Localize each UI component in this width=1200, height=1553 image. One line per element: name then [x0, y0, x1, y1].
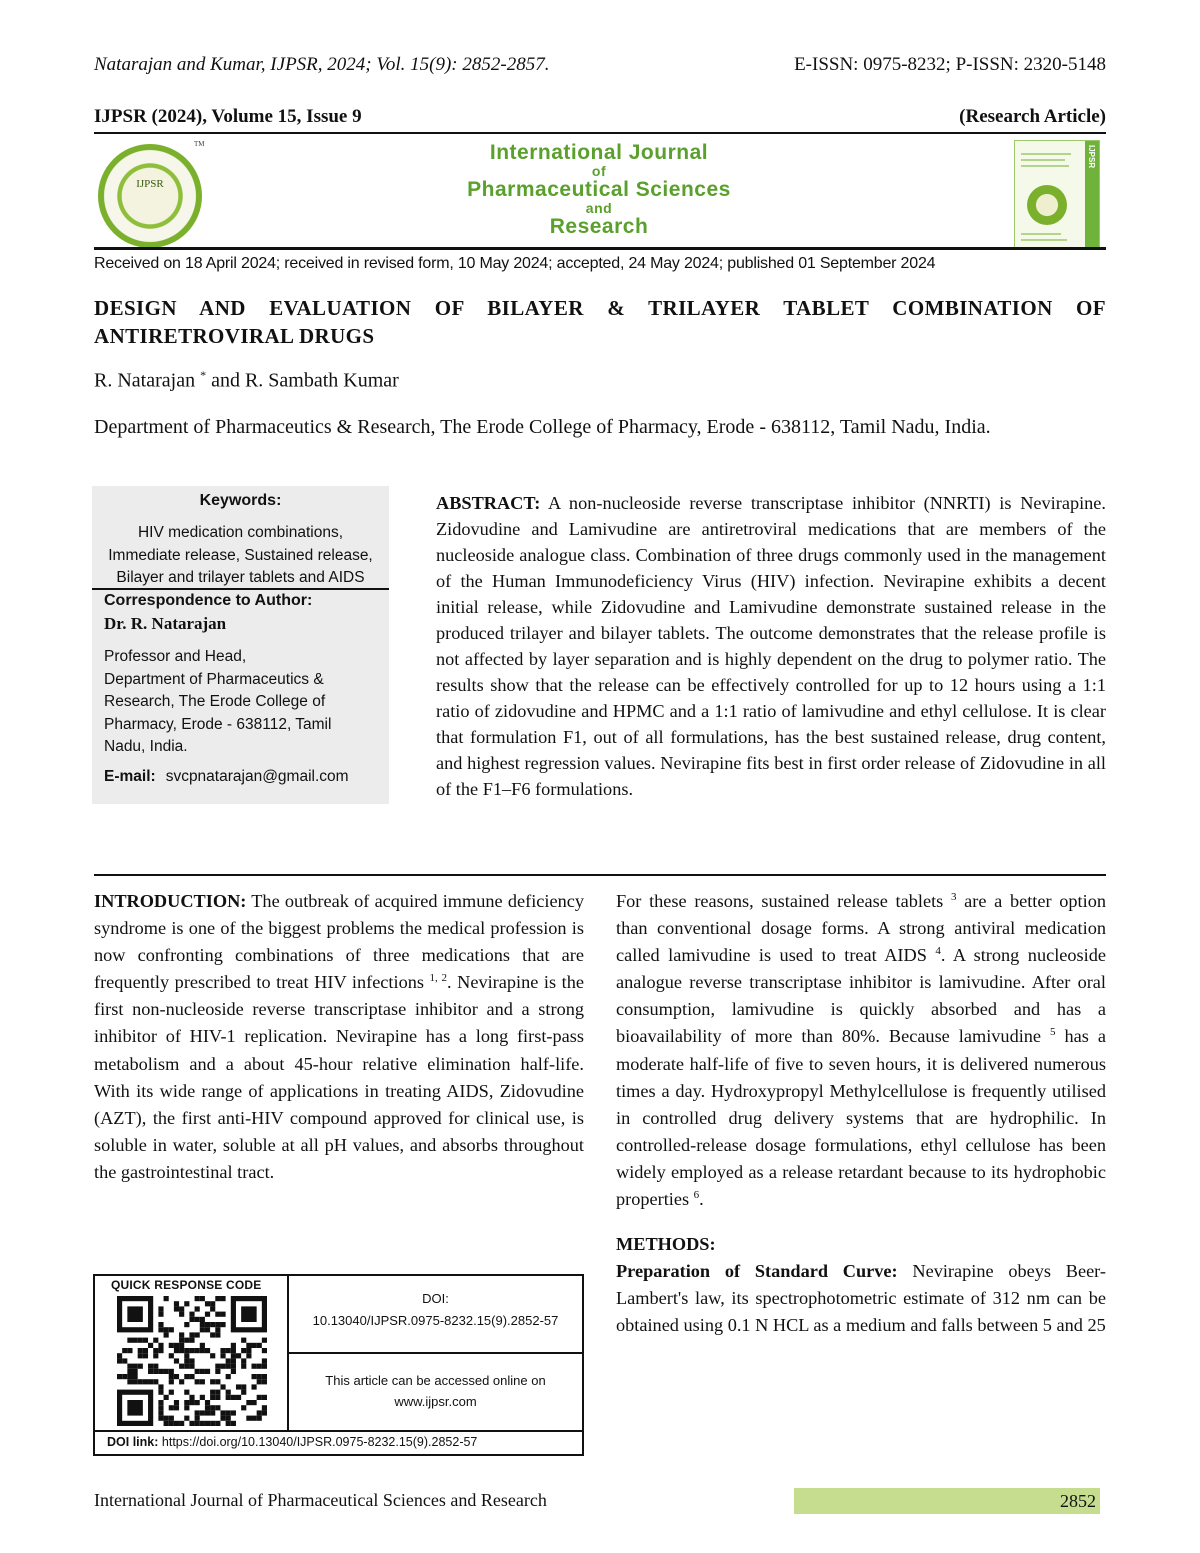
issn-text: E-ISSN: 0975-8232; P-ISSN: 2320-5148	[794, 54, 1106, 75]
methods-heading: METHODS:	[616, 1234, 716, 1255]
paragraph	[616, 888, 1106, 1213]
page-footer	[94, 1490, 1106, 1516]
correspondence-address	[104, 646, 384, 759]
email-link[interactable]: svcpnatarajan@gmail.com	[165, 768, 349, 785]
address-line: Department of Pharmaceutics &	[104, 670, 324, 688]
abstract-rule	[94, 874, 1106, 876]
cover-text-line	[1021, 153, 1071, 155]
keywords-line: Bilayer and trilayer tablets and AIDS	[116, 569, 365, 586]
doi-link-row	[95, 1430, 582, 1454]
keywords-heading: Keywords:	[199, 492, 282, 509]
qr-cell	[95, 1276, 289, 1430]
introduction-heading: INTRODUCTION:	[94, 891, 247, 911]
journal-line-2: of	[591, 163, 607, 179]
citation-text: Natarajan and Kumar, IJPSR, 2024; Vol. 15(9): 2852-2857.	[94, 54, 550, 75]
qr-doi-box	[93, 1274, 584, 1456]
correspondence-email	[104, 768, 349, 786]
citation-ref: 5	[1050, 1026, 1056, 1039]
trademark-mark: TM	[194, 140, 205, 148]
author-rest: and R. Sambath Kumar	[206, 369, 399, 392]
corresponding-mark: *	[200, 368, 207, 382]
footer-page-band	[794, 1488, 1100, 1514]
intro-text: The outbreak of acquired immune deficiency syndrome is one of the biggest problems the medical profession is now confronting combinations of three medications that are frequently prescribed to treat HIV infections	[94, 891, 584, 993]
volume-text: IJPSR (2024), Volume 15, Issue 9	[94, 106, 362, 127]
website-link[interactable]: www.ijpsr.com	[394, 1394, 477, 1409]
sidebar-box	[92, 486, 389, 804]
citation-ref: 1, 2	[429, 972, 448, 985]
journal-line-3: Pharmaceutical Sciences	[467, 178, 731, 201]
body-text: For these reasons, sustained release tablets	[616, 891, 951, 911]
email-label: E-mail:	[104, 768, 156, 785]
keywords-line: Immediate release, Sustained release,	[108, 546, 373, 564]
abstract-label: ABSTRACT:	[436, 493, 541, 513]
abstract	[436, 490, 1106, 802]
running-header	[94, 54, 1106, 80]
journal-seal-logo	[98, 144, 202, 248]
journal-line-4: and	[585, 200, 613, 216]
cover-text-line	[1021, 165, 1069, 167]
citation-ref: 3	[950, 890, 957, 903]
access-cell	[289, 1354, 582, 1430]
page-number: 2852	[1060, 1491, 1096, 1511]
cover-text-line	[1021, 233, 1061, 235]
author-first: R. Natarajan	[94, 369, 196, 392]
footer-journal: International Journal of Pharmaceutical Sciences and Research	[94, 1490, 547, 1510]
citation-ref: 4	[935, 945, 941, 958]
introduction-column	[94, 888, 584, 1186]
body-text: has a moderate half-life of five to seven hours, it is delivered numerous times a day. Hydroxypropyl Methylcellulose is frequently utilised in controlled drug delivery systems that are hydrophilic. In controlled-release dosage formulations, ethyl cellulose has been widely employed as a release retardant because to its hydrophobic properties	[616, 1026, 1106, 1210]
keywords-list	[92, 522, 389, 590]
received-dates: Received on 18 April 2024; received in revised form, 10 May 2024; accepted, 24 May 2024; published 01 September 2024	[94, 255, 936, 272]
correspondence-heading: Correspondence to Author:	[104, 592, 313, 609]
doi-link-label: DOI link:	[107, 1435, 159, 1449]
article-type-text: (Research Article)	[959, 106, 1106, 127]
affiliation: Department of Pharmaceutics & Research, The Erode College of Pharmacy, Erode - 638112, Tamil Nadu, India.	[94, 416, 991, 438]
banner-rule	[94, 247, 1106, 250]
qr-label: QUICK RESPONSE CODE	[111, 1278, 262, 1292]
citation-ref: 6	[693, 1188, 700, 1201]
journal-banner	[94, 136, 1106, 248]
cover-label: IJPSR	[1087, 145, 1096, 169]
header-rule	[94, 132, 1106, 134]
cover-text-line	[1021, 159, 1065, 161]
subheading: Preparation of Standard Curve:	[616, 1261, 898, 1282]
address-line: Nadu, India.	[104, 738, 188, 755]
body-text: . A strong nucleoside analogue reverse transcriptase inhibitor is lamivudine. After oral consumption, lamivudine is quickly absorbed and has a bioavailability of more than 80%. Because lamivudine	[616, 945, 1106, 1047]
sidebar-rule	[92, 588, 389, 590]
qr-code-image[interactable]	[117, 1296, 267, 1426]
journal-line-5: Research	[549, 215, 649, 238]
cover-seal	[1027, 185, 1067, 225]
cover-text-line	[1021, 239, 1067, 241]
keywords-line: HIV medication combinations,	[137, 524, 344, 541]
doi-link[interactable]: https://doi.org/10.13040/IJPSR.0975-8232.15(9).2852-57	[161, 1435, 478, 1449]
article-title: DESIGN AND EVALUATION OF BILAYER & TRILAYER TABLET COMBINATION OF ANTIRETROVIRAL DRUGS	[94, 296, 1106, 348]
address-line: Research, The Erode College of	[104, 693, 326, 710]
cover-band	[1085, 141, 1099, 249]
body-text: .	[699, 1189, 704, 1210]
volume-line	[94, 106, 1106, 132]
right-column	[616, 888, 1106, 1340]
journal-cover-thumbnail	[1014, 140, 1100, 248]
address-line: Pharmacy, Erode - 638112, Tamil	[104, 715, 332, 733]
author-line	[94, 368, 1106, 393]
correspondence-name: Dr. R. Natarajan	[104, 614, 227, 633]
doi-value: 10.13040/IJPSR.0975-8232.15(9).2852-57	[312, 1313, 559, 1328]
body-text: Nevirapine obeys Beer-Lambert's law, its spectrophotometric estimate of 312 nm can be obtained using 0.1 N HCL as a medium and falls between 5 and 25	[616, 1261, 1106, 1336]
access-text: This article can be accessed online on	[325, 1373, 546, 1388]
paragraph	[616, 1258, 1106, 1339]
doi-label: DOI:	[422, 1291, 449, 1306]
doi-cell	[289, 1276, 582, 1354]
abstract-text: A non-nucleoside reverse transcriptase inhibitor (NNRTI) is Nevirapine. Zidovudine and Lamivudine are antiretroviral medications that are members of the nucleoside analogue class. Combination of three drugs commonly used in the management of the Human Immunodeficiency Virus (HIV) infection. Nevirapine exhibits a decent initial release, while Zidovudine and Lamivudine demonstrate sustained release in the produced trilayer and bilayer tablets. The outcome demonstrates that the release profile is not affected by layer separation and is highly dependent on the drug to polymer ratio. The results show that the release can be effectively controlled for up to 12 hours using a 1:1 ratio of zidovudine and HPMC and a 1:1 ratio of lamivudine and ethyl cellulose. It is clear that formulation F1, out of all formulations, has the best sustained release, drug content, and highest regression values. Nevirapine fits best in first order release of Zidovudine in all of the F1–F6 formulations.	[436, 493, 1106, 799]
seal-text: IJPSR	[136, 178, 164, 190]
address-line: Professor and Head,	[104, 648, 247, 665]
body-text: are a better option than conventional dosage forms. A strong antiviral medication called lamivudine is used to treat AIDS	[616, 891, 1106, 966]
journal-line-1: International Journal	[489, 141, 709, 164]
journal-title-logo	[364, 142, 834, 237]
intro-text: . Nevirapine is the first non-nucleoside reverse transcriptase inhibitor and a strong inhibitor of HIV-1 replication. Nevirapine has a long first-pass metabolism and a about 45-hour relative elimination half-life. With its wide range of applications in treating AIDS, Zidovudine (AZT), the first anti-HIV compound approved for clinical use, is soluble in water, soluble at all pH values, and absorbs throughout the gastrointestinal tract.	[94, 972, 584, 1182]
